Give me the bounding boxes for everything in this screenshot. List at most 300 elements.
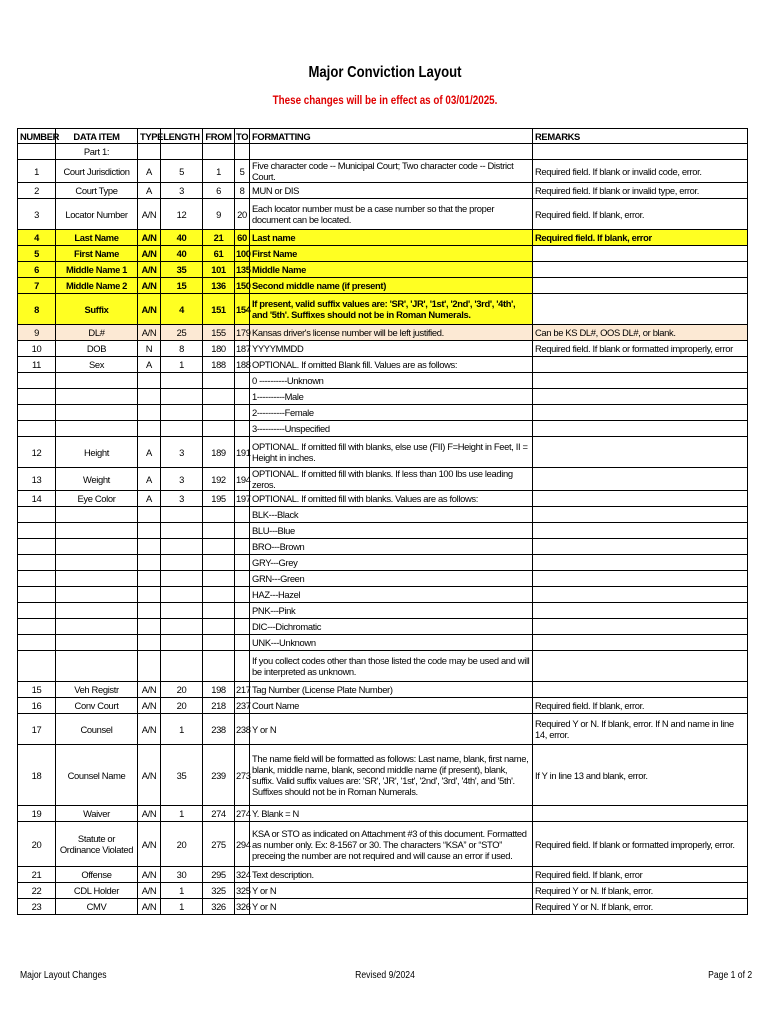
cell-type: A/N bbox=[138, 682, 161, 698]
cell-data-item: Court Type bbox=[56, 183, 138, 199]
cell-type: A/N bbox=[138, 714, 161, 745]
cell-number: 4 bbox=[18, 230, 56, 246]
cell-to: 194 bbox=[235, 468, 250, 491]
cell-formatting: Y or N bbox=[250, 899, 533, 915]
cell-from bbox=[203, 144, 235, 160]
cell-type: N bbox=[138, 341, 161, 357]
cell-to: 8 bbox=[235, 183, 250, 199]
cell-to: 217 bbox=[235, 682, 250, 698]
cell-number bbox=[18, 389, 56, 405]
cell-to: 197 bbox=[235, 491, 250, 507]
cell-to bbox=[235, 389, 250, 405]
cell-data-item: Middle Name 1 bbox=[56, 262, 138, 278]
cell-number bbox=[18, 619, 56, 635]
cell-length bbox=[161, 405, 203, 421]
cell-from bbox=[203, 587, 235, 603]
table-row bbox=[18, 619, 748, 635]
cell-length: 35 bbox=[161, 745, 203, 806]
cell-type bbox=[138, 635, 161, 651]
cell-data-item bbox=[56, 587, 138, 603]
cell-number bbox=[18, 571, 56, 587]
cell-remarks: Can be KS DL#, OOS DL#, or blank. bbox=[533, 325, 748, 341]
table-row bbox=[18, 698, 748, 714]
cell-length: 3 bbox=[161, 437, 203, 468]
cell-formatting: Court Name bbox=[250, 698, 533, 714]
cell-type bbox=[138, 421, 161, 437]
cell-to bbox=[235, 651, 250, 682]
cell-number: 7 bbox=[18, 278, 56, 294]
cell-to bbox=[235, 405, 250, 421]
cell-remarks bbox=[533, 262, 748, 278]
cell-to bbox=[235, 555, 250, 571]
table-row bbox=[18, 745, 748, 806]
cell-to: 274 bbox=[235, 806, 250, 822]
cell-from bbox=[203, 651, 235, 682]
table-row bbox=[18, 491, 748, 507]
cell-length: 1 bbox=[161, 806, 203, 822]
cell-remarks bbox=[533, 682, 748, 698]
cell-from: 188 bbox=[203, 357, 235, 373]
cell-from: 189 bbox=[203, 437, 235, 468]
cell-number bbox=[18, 539, 56, 555]
cell-data-item bbox=[56, 635, 138, 651]
cell-remarks bbox=[533, 555, 748, 571]
table-row bbox=[18, 262, 748, 278]
table-row bbox=[18, 373, 748, 389]
cell-to bbox=[235, 507, 250, 523]
cell-to bbox=[235, 603, 250, 619]
cell-formatting: Text description. bbox=[250, 867, 533, 883]
header-row bbox=[18, 129, 748, 144]
cell-type: A/N bbox=[138, 806, 161, 822]
page-title: Major Conviction Layout bbox=[308, 64, 462, 81]
cell-remarks bbox=[533, 651, 748, 682]
cell-formatting: Each locator number must be a case number so that the proper document can be located. bbox=[250, 199, 533, 230]
cell-formatting: DIC---Dichromatic bbox=[250, 619, 533, 635]
table-row bbox=[18, 341, 748, 357]
cell-type: A/N bbox=[138, 262, 161, 278]
cell-formatting: Y or N bbox=[250, 714, 533, 745]
cell-formatting: Five character code -- Municipal Court; Two character code -- District Court. bbox=[250, 160, 533, 183]
cell-type: A/N bbox=[138, 246, 161, 262]
cell-data-item bbox=[56, 373, 138, 389]
cell-formatting: BRO---Brown bbox=[250, 539, 533, 555]
cell-number: 11 bbox=[18, 357, 56, 373]
cell-to: 150 bbox=[235, 278, 250, 294]
table-row bbox=[18, 325, 748, 341]
cell-data-item: Statute or Ordinance Violated bbox=[56, 822, 138, 867]
cell-type: A/N bbox=[138, 230, 161, 246]
cell-type: A/N bbox=[138, 883, 161, 899]
cell-type: A bbox=[138, 437, 161, 468]
cell-length: 20 bbox=[161, 698, 203, 714]
cell-data-item bbox=[56, 389, 138, 405]
table-row bbox=[18, 867, 748, 883]
cell-formatting bbox=[250, 144, 533, 160]
cell-length: 35 bbox=[161, 262, 203, 278]
cell-formatting: OPTIONAL. If omitted fill with blanks. Values are as follows: bbox=[250, 491, 533, 507]
cell-formatting: If you collect codes other than those listed the code may be used and will be interpreted as unknown. bbox=[250, 651, 533, 682]
cell-type bbox=[138, 523, 161, 539]
cell-length bbox=[161, 507, 203, 523]
cell-type: A bbox=[138, 491, 161, 507]
cell-data-item: Weight bbox=[56, 468, 138, 491]
cell-to: 188 bbox=[235, 357, 250, 373]
cell-length bbox=[161, 373, 203, 389]
cell-to bbox=[235, 587, 250, 603]
table-row bbox=[18, 199, 748, 230]
header-length: LENGTH bbox=[161, 129, 203, 144]
cell-number: 23 bbox=[18, 899, 56, 915]
cell-length: 3 bbox=[161, 468, 203, 491]
table-row bbox=[18, 714, 748, 745]
cell-formatting: PNK---Pink bbox=[250, 603, 533, 619]
cell-remarks bbox=[533, 603, 748, 619]
cell-remarks bbox=[533, 635, 748, 651]
cell-type bbox=[138, 571, 161, 587]
header-number: NUMBER bbox=[18, 129, 56, 144]
cell-data-item bbox=[56, 539, 138, 555]
cell-type: A/N bbox=[138, 199, 161, 230]
cell-remarks: Required field. If blank or invalid code, error. bbox=[533, 160, 748, 183]
cell-data-item: Middle Name 2 bbox=[56, 278, 138, 294]
cell-from bbox=[203, 523, 235, 539]
cell-length: 3 bbox=[161, 183, 203, 199]
table-row bbox=[18, 899, 748, 915]
cell-length bbox=[161, 587, 203, 603]
header-formatting: FORMATTING bbox=[250, 129, 533, 144]
cell-remarks: Required field. If blank, error bbox=[533, 230, 748, 246]
cell-type: A/N bbox=[138, 698, 161, 714]
table-row bbox=[18, 635, 748, 651]
cell-remarks bbox=[533, 373, 748, 389]
table-row bbox=[18, 278, 748, 294]
cell-from bbox=[203, 555, 235, 571]
cell-type: A bbox=[138, 160, 161, 183]
cell-data-item bbox=[56, 405, 138, 421]
cell-type bbox=[138, 651, 161, 682]
cell-type: A/N bbox=[138, 822, 161, 867]
cell-to: 273 bbox=[235, 745, 250, 806]
cell-data-item: Veh Registr bbox=[56, 682, 138, 698]
cell-data-item: Court Jurisdiction bbox=[56, 160, 138, 183]
cell-length: 5 bbox=[161, 160, 203, 183]
footer-document-name: Major Layout Changes bbox=[20, 970, 107, 981]
cell-to: 191 bbox=[235, 437, 250, 468]
cell-type bbox=[138, 603, 161, 619]
table-row bbox=[18, 160, 748, 183]
cell-length: 1 bbox=[161, 357, 203, 373]
cell-length: 1 bbox=[161, 899, 203, 915]
table-row bbox=[18, 144, 748, 160]
cell-remarks bbox=[533, 806, 748, 822]
cell-from: 295 bbox=[203, 867, 235, 883]
cell-length: 3 bbox=[161, 491, 203, 507]
layout-table bbox=[17, 128, 748, 915]
cell-number: 22 bbox=[18, 883, 56, 899]
cell-remarks bbox=[533, 437, 748, 468]
cell-type bbox=[138, 389, 161, 405]
cell-data-item: Counsel bbox=[56, 714, 138, 745]
cell-remarks: Required field. If blank, error bbox=[533, 867, 748, 883]
cell-from: 21 bbox=[203, 230, 235, 246]
cell-from: 9 bbox=[203, 199, 235, 230]
cell-to: 135 bbox=[235, 262, 250, 278]
cell-from bbox=[203, 603, 235, 619]
cell-data-item bbox=[56, 555, 138, 571]
cell-to: 324 bbox=[235, 867, 250, 883]
cell-length: 40 bbox=[161, 230, 203, 246]
cell-remarks: If Y in line 13 and blank, error. bbox=[533, 745, 748, 806]
cell-number bbox=[18, 405, 56, 421]
cell-length bbox=[161, 523, 203, 539]
cell-formatting: Second middle name (if present) bbox=[250, 278, 533, 294]
cell-from: 151 bbox=[203, 294, 235, 325]
cell-formatting: UNK---Unknown bbox=[250, 635, 533, 651]
cell-formatting: BLK---Black bbox=[250, 507, 533, 523]
effective-date-notice: These changes will be in effect as of 03/01/2025. bbox=[272, 93, 498, 107]
cell-formatting: OPTIONAL. If omitted fill with blanks. If less than 100 lbs use leading zeros. bbox=[250, 468, 533, 491]
cell-data-item: Offense bbox=[56, 867, 138, 883]
cell-data-item bbox=[56, 571, 138, 587]
table-row bbox=[18, 523, 748, 539]
cell-from: 136 bbox=[203, 278, 235, 294]
cell-type: A/N bbox=[138, 325, 161, 341]
table-row bbox=[18, 230, 748, 246]
cell-formatting: 0 ----------Unknown bbox=[250, 373, 533, 389]
table-row bbox=[18, 294, 748, 325]
cell-number bbox=[18, 635, 56, 651]
cell-length bbox=[161, 635, 203, 651]
cell-remarks bbox=[533, 571, 748, 587]
cell-formatting: Kansas driver's license number will be left justified. bbox=[250, 325, 533, 341]
cell-number bbox=[18, 523, 56, 539]
cell-length: 30 bbox=[161, 867, 203, 883]
table-row bbox=[18, 883, 748, 899]
cell-length: 4 bbox=[161, 294, 203, 325]
cell-formatting: 3----------Unspecified bbox=[250, 421, 533, 437]
cell-remarks bbox=[533, 421, 748, 437]
cell-number: 3 bbox=[18, 199, 56, 230]
cell-data-item bbox=[56, 619, 138, 635]
cell-length bbox=[161, 539, 203, 555]
cell-data-item: Suffix bbox=[56, 294, 138, 325]
cell-from bbox=[203, 619, 235, 635]
cell-formatting: KSA or STO as indicated on Attachment #3 of this document. Formatted as number only. Ex: 8-1567 or 30. The characters “KSA” or “STO” preceing the number are not required and will cause an error if used. bbox=[250, 822, 533, 867]
cell-number: 2 bbox=[18, 183, 56, 199]
cell-from: 192 bbox=[203, 468, 235, 491]
cell-data-item: Last Name bbox=[56, 230, 138, 246]
cell-from: 198 bbox=[203, 682, 235, 698]
cell-from: 195 bbox=[203, 491, 235, 507]
cell-number: 8 bbox=[18, 294, 56, 325]
cell-type: A/N bbox=[138, 899, 161, 915]
cell-data-item bbox=[56, 507, 138, 523]
cell-remarks bbox=[533, 389, 748, 405]
cell-length bbox=[161, 421, 203, 437]
cell-number: 12 bbox=[18, 437, 56, 468]
cell-to: 5 bbox=[235, 160, 250, 183]
table-row bbox=[18, 539, 748, 555]
cell-number: 14 bbox=[18, 491, 56, 507]
cell-data-item: Height bbox=[56, 437, 138, 468]
cell-number: 13 bbox=[18, 468, 56, 491]
table-row bbox=[18, 822, 748, 867]
cell-length: 8 bbox=[161, 341, 203, 357]
table-row bbox=[18, 357, 748, 373]
table-row bbox=[18, 405, 748, 421]
cell-number: 15 bbox=[18, 682, 56, 698]
cell-formatting: Tag Number (License Plate Number) bbox=[250, 682, 533, 698]
cell-number: 1 bbox=[18, 160, 56, 183]
cell-type: A bbox=[138, 183, 161, 199]
table-row bbox=[18, 806, 748, 822]
table-row bbox=[18, 183, 748, 199]
cell-data-item: Sex bbox=[56, 357, 138, 373]
cell-number: 10 bbox=[18, 341, 56, 357]
cell-number bbox=[18, 651, 56, 682]
footer-revision: Revised 9/2024 bbox=[355, 970, 415, 981]
cell-length: 20 bbox=[161, 822, 203, 867]
cell-length: 25 bbox=[161, 325, 203, 341]
cell-number: 21 bbox=[18, 867, 56, 883]
cell-formatting: MUN or DIS bbox=[250, 183, 533, 199]
cell-formatting: If present, valid suffix values are: 'SR', 'JR', '1st', '2nd', '3rd', '4th', and '5th'. Suffixes should not be in Roman Numerals. bbox=[250, 294, 533, 325]
cell-data-item: Locator Number bbox=[56, 199, 138, 230]
cell-type: A/N bbox=[138, 294, 161, 325]
cell-remarks bbox=[533, 294, 748, 325]
cell-remarks bbox=[533, 523, 748, 539]
cell-formatting: HAZ---Hazel bbox=[250, 587, 533, 603]
table-row bbox=[18, 651, 748, 682]
cell-number: 9 bbox=[18, 325, 56, 341]
cell-number: 20 bbox=[18, 822, 56, 867]
cell-type bbox=[138, 405, 161, 421]
cell-type bbox=[138, 373, 161, 389]
cell-type: A bbox=[138, 468, 161, 491]
cell-data-item: DOB bbox=[56, 341, 138, 357]
cell-data-item: Waiver bbox=[56, 806, 138, 822]
cell-number bbox=[18, 373, 56, 389]
cell-from: 238 bbox=[203, 714, 235, 745]
cell-to: 238 bbox=[235, 714, 250, 745]
cell-to bbox=[235, 421, 250, 437]
cell-from: 326 bbox=[203, 899, 235, 915]
cell-remarks: Required field. If blank or formatted improperly, error. bbox=[533, 822, 748, 867]
cell-formatting: OPTIONAL. If omitted fill with blanks, else use (FII) F=Height in Feet, II = Height in inches. bbox=[250, 437, 533, 468]
cell-remarks: Required field. If blank or invalid type, error. bbox=[533, 183, 748, 199]
cell-to: 154 bbox=[235, 294, 250, 325]
cell-formatting: First Name bbox=[250, 246, 533, 262]
cell-remarks bbox=[533, 619, 748, 635]
cell-length: 15 bbox=[161, 278, 203, 294]
cell-from: 6 bbox=[203, 183, 235, 199]
cell-length bbox=[161, 144, 203, 160]
cell-remarks bbox=[533, 278, 748, 294]
cell-remarks: Required field. If blank, error. bbox=[533, 199, 748, 230]
header-data-item: DATA ITEM bbox=[56, 129, 138, 144]
cell-formatting: 1----------Male bbox=[250, 389, 533, 405]
table-row bbox=[18, 437, 748, 468]
cell-number bbox=[18, 507, 56, 523]
cell-length: 1 bbox=[161, 883, 203, 899]
cell-data-item: DL# bbox=[56, 325, 138, 341]
cell-to: 237 bbox=[235, 698, 250, 714]
cell-formatting: 2----------Female bbox=[250, 405, 533, 421]
cell-to: 60 bbox=[235, 230, 250, 246]
cell-remarks: Required Y or N. If blank, error. bbox=[533, 899, 748, 915]
table-row bbox=[18, 587, 748, 603]
cell-formatting: GRY---Grey bbox=[250, 555, 533, 571]
cell-to: 187 bbox=[235, 341, 250, 357]
cell-number bbox=[18, 421, 56, 437]
cell-to: 20 bbox=[235, 199, 250, 230]
cell-length bbox=[161, 571, 203, 587]
cell-formatting: YYYYMMDD bbox=[250, 341, 533, 357]
cell-data-item: CDL Holder bbox=[56, 883, 138, 899]
cell-remarks bbox=[533, 144, 748, 160]
cell-type: A bbox=[138, 357, 161, 373]
cell-formatting: OPTIONAL. If omitted Blank fill. Values are as follows: bbox=[250, 357, 533, 373]
cell-remarks bbox=[533, 539, 748, 555]
cell-from bbox=[203, 635, 235, 651]
cell-length: 1 bbox=[161, 714, 203, 745]
table-row bbox=[18, 507, 748, 523]
cell-from bbox=[203, 507, 235, 523]
cell-from: 1 bbox=[203, 160, 235, 183]
table-row bbox=[18, 603, 748, 619]
cell-to bbox=[235, 144, 250, 160]
cell-from bbox=[203, 539, 235, 555]
cell-number bbox=[18, 603, 56, 619]
cell-from bbox=[203, 373, 235, 389]
table-row bbox=[18, 468, 748, 491]
cell-remarks: Required Y or N. If blank, error. bbox=[533, 883, 748, 899]
cell-from: 180 bbox=[203, 341, 235, 357]
cell-type: A/N bbox=[138, 867, 161, 883]
cell-number: 18 bbox=[18, 745, 56, 806]
cell-to: 326 bbox=[235, 899, 250, 915]
table-row bbox=[18, 682, 748, 698]
cell-length bbox=[161, 389, 203, 405]
cell-remarks: Required field. If blank, error. bbox=[533, 698, 748, 714]
cell-remarks bbox=[533, 246, 748, 262]
header-type: TYPE bbox=[138, 129, 161, 144]
cell-to bbox=[235, 619, 250, 635]
cell-type bbox=[138, 555, 161, 571]
cell-from: 101 bbox=[203, 262, 235, 278]
cell-remarks bbox=[533, 491, 748, 507]
cell-from: 155 bbox=[203, 325, 235, 341]
cell-length: 40 bbox=[161, 246, 203, 262]
cell-to: 100 bbox=[235, 246, 250, 262]
cell-length bbox=[161, 619, 203, 635]
cell-remarks bbox=[533, 507, 748, 523]
cell-remarks bbox=[533, 468, 748, 491]
cell-length bbox=[161, 603, 203, 619]
cell-from: 325 bbox=[203, 883, 235, 899]
footer-page-number: Page 1 of 2 bbox=[708, 970, 752, 981]
cell-data-item: CMV bbox=[56, 899, 138, 915]
cell-to: 294 bbox=[235, 822, 250, 867]
cell-number: 5 bbox=[18, 246, 56, 262]
cell-data-item: Conv Court bbox=[56, 698, 138, 714]
cell-length bbox=[161, 555, 203, 571]
cell-from bbox=[203, 389, 235, 405]
cell-formatting: Y or N bbox=[250, 883, 533, 899]
table-row bbox=[18, 421, 748, 437]
cell-from: 274 bbox=[203, 806, 235, 822]
